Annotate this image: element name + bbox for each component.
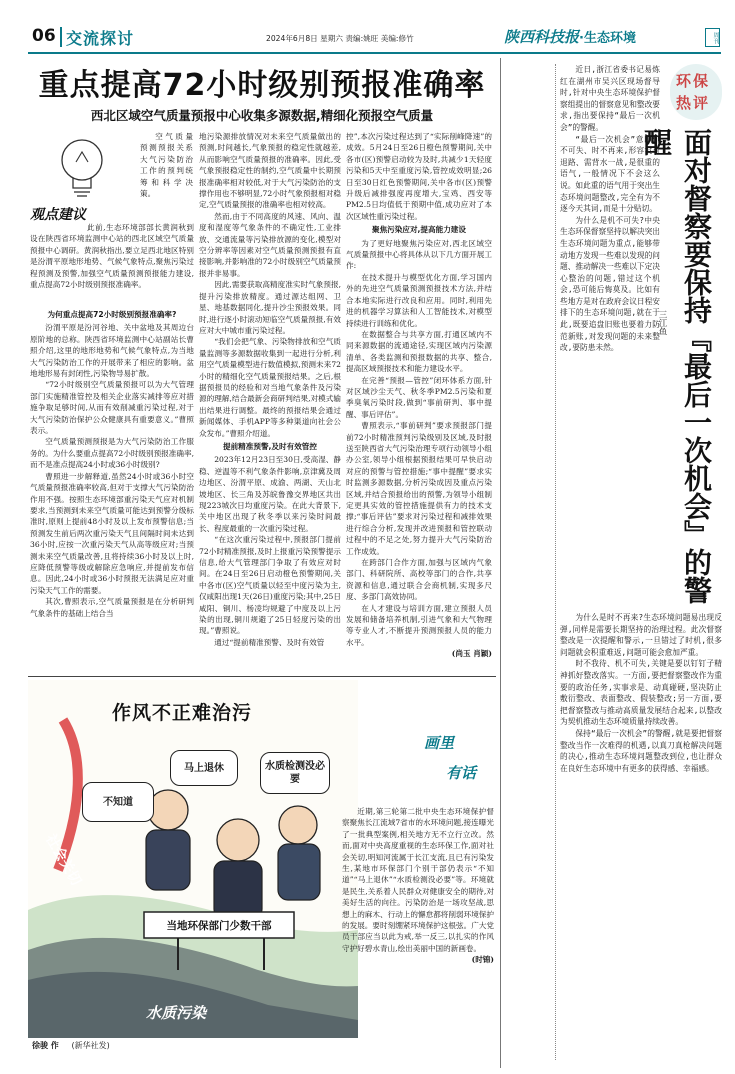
header-rule — [28, 52, 721, 54]
cartoon-signature: (时锦) — [471, 955, 494, 965]
cartoon-badge — [424, 732, 494, 796]
badge-top: 画里 — [424, 734, 455, 752]
article-signature: (尚玉 肖颖) — [451, 649, 492, 659]
side-tag-line2: 热评 — [676, 94, 711, 112]
masthead-title: 陕西科技报 — [504, 28, 580, 46]
column-label: 观点建议 — [30, 207, 86, 223]
paragraph: 然而,由于不同高度的风速、风向、温度和湿度等气象条件的不确定性,工业排放、交通流量等污染排放源的变化,模型对空分辨率等因素对空气质量预测预报有直接影响,并影响准的72小时级别空气质量预报并非易事。 — [199, 211, 341, 278]
side-column-bottom — [560, 612, 722, 774]
paragraph: 在人才建设与培训方面,建立预报人员发展和储备培养机制,引进气象和大气物理等专业人才,不断提升预测预报人员的能力水平。 — [346, 603, 492, 647]
paragraph: 在完善“预报—管控”闭环体系方面,针对区域沙尘天气、秋冬季PM2.5污染和夏季臭氧污染时段,做到“事前研判、事中提醒、事后评估”。 — [346, 375, 492, 419]
paragraph: 汾渭平原是汾河谷地、关中盆地及其周边台原阶地的总称。陕西省环境监测中心站副站长曹照介绍,这里的地形地势和气候气象特点,为当地大气污染防治工作的开展带来了相应的影响。盆地地形易有封闭性,污染物导易扩散。 — [30, 323, 194, 379]
masthead-section: ·生态环境 — [579, 31, 636, 46]
column-label-box — [30, 132, 140, 228]
bubble-water-test: 水质检测没必要 — [260, 752, 330, 794]
side-paragraph: 时不我待、机不可失,关键是要以钉钉子精神抓好整改落实。一方面,要把督察整改作为重要的政治任务,实事求是、动真碰硬,坚决防止敷衍整改、表面整改、假装整改;另一方面,要把督察整改与推动高质量发展结合起来,以整改为契机推动生态环境质量持续改善。 — [560, 659, 722, 727]
side-paragraph: 保持“最后一次机会”的警醒,就是要把督察整改当作一次难得的机遇,以真刀真枪解决问题的决心,推动生态环境问题整改到位,也让群众在良好生态环境中有更多的获得感、幸福感。 — [560, 728, 722, 773]
paragraph: 地污染源排放情况对未来空气质量做出的预测,时间越长,气象预报的稳定性就越差,从而影响空气质量预报的准确率。因此,受气象预报稳定性的制约,空气质量中长期预报准确率相对较低,对于大气污染防治的支撑作用也不够明显,72小时气象预报相对稳定,空气质量预报的准确率也相对较高。 — [199, 132, 341, 210]
cartoon-author: 徐骏 作 — [32, 1041, 59, 1050]
cartoon-article — [342, 806, 494, 966]
cartoon-sash: 社会关切 — [42, 831, 85, 889]
side-tag — [670, 64, 722, 120]
paragraph: “在这次重污染过程中,预报部门提前72小时精准预报,及时上报重污染预警提示信息,给大气管理部门争取了有效应对时间。在24日至26日启动橙色预警期间,关中各市(区)空气质量以轻至中度污染为主,仅咸阳出现1天(26日)重度污染;其中,25日咸阳、铜川、杨凌均规避了中度及以上污染的出现,铜川规避了25日轻度污染的出现。”曹照说。 — [199, 535, 341, 636]
side-rule — [555, 64, 556, 1060]
main-subheadline: 西北区域空气质量预报中心收集多源数据,精细化预报空气质量 — [90, 108, 434, 123]
bubble-not-know: 不知道 — [82, 782, 154, 822]
side-column-top — [560, 64, 660, 354]
cartoon-credit — [32, 1040, 110, 1051]
header-divider-vertical — [60, 27, 62, 47]
cartoon-river-label: 水质污染 — [146, 1004, 207, 1022]
paragraph: “72小时级别空气质量预报可以为大气管理部门实施精准管控及相关企业落实减排等应对措施争取足够时间,从而有效削减重污染过程,对于大气污染防治保护公众健康具有重要意义。”曹照表示。 — [30, 380, 194, 436]
cartoon-illustration — [28, 680, 358, 1038]
paragraph: 控”,本次污染过程达到了“实际削峰降速”的成效。5月24日至26日橙色预警期间,关中各市(区)预警启动较为及时,共减少1天轻度污染和5天中至重度污染,管控成效明显;26日至30日红色预警期间,关中各市(区)预警升级后减排强度再度增大,宝鸡、西安等PM2.5日均值低于预期中值,成功应对了本次区域性重污染过程。 — [346, 132, 492, 221]
paragraph: 2023年12月23日至30日,受高湿、静稳、逆温等不利气象条件影响,京津冀及周边地区、汾渭平原、成渝、两湖、天山北坡地区、长三角及苏皖鲁豫交界地区共出现223城次日均重度污染。在此大背景下,关中地区出现了秋冬季以来污染时间最长、程度最重的一次重污染过程。 — [199, 455, 341, 533]
issue-info: 2024年6月8日 星期六 责编:姚旺 美编:修竹 — [266, 34, 414, 43]
side-paragraph: 为什么是时不再来?生态环境问题易出现反弹,同样是需要长期坚持的治理过程。此次督察整改是一次提醒和警示,一旦错过了时机,很多问题就会积重难返,问题可能会愈加严重。 — [560, 613, 722, 657]
side-tag-line1: 环保 — [676, 72, 711, 90]
section-divider — [28, 676, 496, 677]
paragraph: 在数据整合与共享方面,打通区域内不同来源数据的流通途径,实现区域内污染源清单、各类监测和预报数据的共享、整合,提高区域预报技术和能力建设水平。 — [346, 329, 492, 374]
side-paragraph: 为什么是机不可失?中央生态环保督察坚持以解决突出生态环境问题为重点,能够带动地方发现一些难以发现的问题、推动解决一些难以下定决心整治的问题,错过这个机会,恐可能后悔莫及。比如有些地方是对在政府会议日程安排下的生态环境问题,就在于此,既要追盘旧账也要着力防范新账,对发现问题的未来整改,要防患未然。 — [560, 215, 660, 353]
cartoon-source: (新华社发) — [71, 1041, 110, 1050]
masthead — [504, 26, 636, 47]
article-column-1 — [30, 307, 194, 619]
paragraph: 空气质量预测预报是为大气污染防治工作服务的。为什么要重点提高72小时级别预报准确率,而不是准点提高24小时或36小时级别? — [30, 437, 194, 470]
bubble-retreat: 马上退休 — [170, 750, 238, 786]
section-heading: 为何重点提高72小时级别预报准确率? — [47, 310, 177, 319]
cartoon-title: 作风不正难治污 — [112, 702, 253, 724]
intro-paragraph: 空气质量预测预报关系大气污染防治工作的预判统筹和科学决策。 — [140, 132, 193, 199]
paragraph: 为了更好地聚焦污染应对,西北区域空气质量预报中心将具体从以下几方面开展工作: — [346, 238, 492, 271]
side-headline: 面对督察要保持『最后一次机会』的警醒 — [640, 128, 713, 604]
page-header — [0, 0, 735, 58]
article-column-3 — [346, 131, 492, 660]
main-headline: 重点提高72小时级别预报准确率 — [38, 68, 486, 103]
bulb-icon — [52, 134, 112, 200]
cartoon-section — [28, 680, 496, 1060]
page-number: 06 — [32, 26, 56, 46]
cartoon-paragraph: 近期,第三轮第二批中央生态环境保护督察聚焦长江流域7省市的水环境问题,接连曝光了一批典型案例,相关地方无不立行立改。然而,面对中央高度重视的生态环保工作,面对社会关切,明知河流属于长江支流,且已有污染发生,某地市环保部门个别干部仍表示“不知道”“马上退休”“水质检测没必要”等。环境就是民生,关系着人民群众对健康安全的期待,对美好生活的向往。污染防治是一场攻坚战,思想上的麻木、行动上的懈怠都将削弱环境保护的发展。要时刻绷紧环境保护这根弦。广大党员干部应当以此为戒,举一反三,以扎实的作风守护好碧水青山,绘出美丽中国的新画卷。 — [342, 807, 494, 953]
paragraph: 在技术提升与模型优化方面,学习国内外的先进空气质量预测预报技术方法,并结合本地实际进行改良和应用。同时,利用先进的机器学习算法和人工智能技术,对模型持续进行训练和优化。 — [346, 272, 492, 328]
paragraph: 曹照表示,“事前研判”要求预报部门提前72小时精准预判污染级别及区域,及时报送至陕西省大气污染治理专项行动领导小组办公室,领导小组根据预报结果可早快启动对应的预警与管控措施;“事中提醒”要求实时监测多源数据,分析污染成因及重点污染区域,并结合预报给出的预警,为领导小组制定更具实效的管控措施提供有力的技术支撑;“事后评估”要求对污染过程和减排效果进行综合分析,发现并改进预报和管控联动过程中的不足之处,努力提升大气污染防治工作成效。 — [346, 421, 492, 556]
paragraph: “我们会把气象、污染物排放和空气质量监测等多源数据收集到一起进行分析,利用空气质量模型进行数值模拟,预测未来72小时的精细化空气质量预报结果。之后,根据预报员的经验和对当地气象条件及污染源的理解,结合最新会商研判结果,对模式输出结果进行调整。最终的预报结果会通过新闻媒体、手机APP等多种渠道向社会公众发布。”曹照介绍道。 — [199, 337, 341, 438]
badge-bottom: 有话 — [446, 764, 477, 782]
intro-column-top — [140, 131, 193, 199]
paragraph: 其次,曹照表示,空气质量预报是在分析研判气象条件的基础上结合当 — [30, 597, 194, 618]
paragraph: 因此,需要获取高精度准实时气象预报,提升污染排放精度。通过源达组网、卫星、地基数据同化,提升沙尘预报效果。同时,进行逐小时滚动短临空气质量预报,有效应对大中城市重污染过程。 — [199, 280, 341, 335]
side-author: 三江鱼 — [657, 310, 667, 336]
side-paragraph: 近日,浙江省委书记易炼红在湖州市吴兴区现场督导时,针对中央生态环境保护督察组提出的督察意见和整改要求,指出要保持“最后一次机会”的警醒。 — [560, 65, 660, 132]
intro-column-rest — [30, 222, 194, 290]
column-separator — [500, 58, 501, 1068]
masthead-seal: 周刊 — [705, 28, 720, 47]
article-column-2 — [199, 131, 341, 648]
intro-paragraph: 此前,生态环境部部长黄润秋到设在陕西省环境监测中心站的西北区域空气质量预报中心调研。黄润秋指出,要立足西北地区特别是汾渭平原地形地势、气候气象特点,聚焦污染过程预测及预警,加强空气质量预测预报能力建设,重点提高72小时级别预报准确率。 — [30, 223, 194, 290]
paragraph: 曹照进一步解释道,虽然24小时或36小时空气质量预报准确率较高,但对于支撑大气污染防治作用不强。按照生态环境部重污染天气应对机制要求,当预测到未来空气质量可能达到预警分级标准时,原则上提前48小时及以上发布预警信息;当预测发生前后两次重污染天气且间隔时间未达到36小时,应按一次重污染天气从高等级应对;当预测未来空气质量改善,且将持续36小时及以上时,应降低预警等级或解除应急响应,并提前发布信息。因此,24小时或36小时预报无法满足应对重污染天气工作的需要。 — [30, 471, 194, 595]
paragraph: 在跨部门合作方面,加强与区域内气象部门、科研院所、高校等部门的合作,共享资源和信息,通过联合会商机制,实现多尺度、多部门高效协同。 — [346, 558, 492, 602]
side-paragraph: “最后一次机会”意即机不可失、时不再来,形容没有退路、需背水一战,是很重的语气,一般情况下不会这么说。如此重的语气用于突出生态环境问题整改,完全有为不逐今天其词,而是十分贴切。 — [560, 134, 660, 214]
paragraph: 通过“提前精准预警、及时有效管 — [214, 637, 325, 647]
section-heading: 聚焦污染应对,提高能力建设 — [371, 225, 466, 235]
cartoon-sign: 当地环保部门少数干部 — [166, 920, 272, 932]
section-heading: 提前精准预警,及时有效管控 — [222, 441, 317, 451]
section-title: 交流探讨 — [66, 29, 135, 48]
